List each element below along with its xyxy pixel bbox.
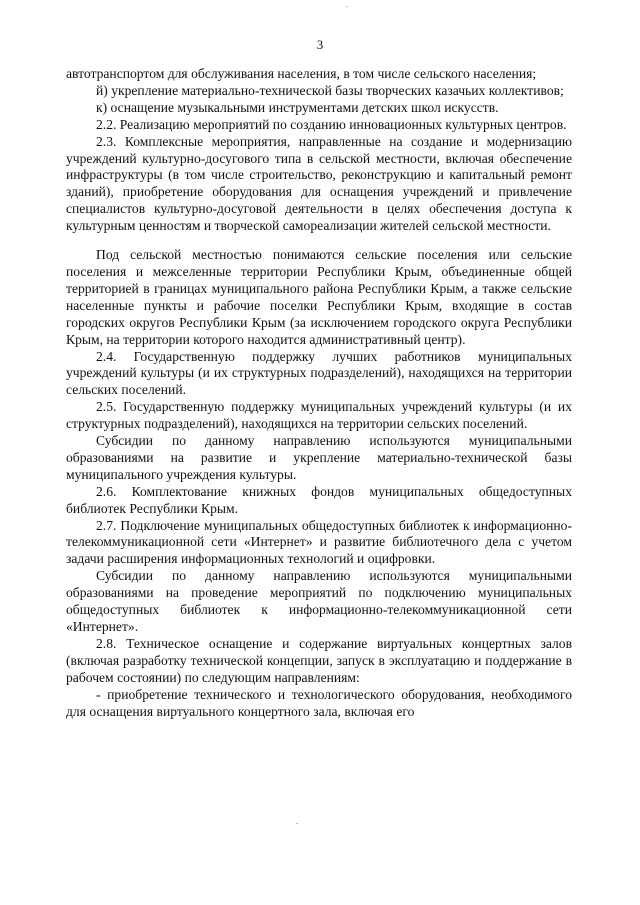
paragraph-2-5-subsidies: Субсидии по данному направлению используются муниципальными образованиями на развитие и укрепление материально-технической базы муниципального учреждения культуры. [66, 433, 572, 482]
page-number: 3 [316, 37, 324, 52]
paragraph-item-k: к) оснащение музыкальными инструментами детских школ искусств. [96, 99, 499, 115]
paragraph-rural-definition: Под сельской местностью понимаются сельские поселения или сельские поселения и межселенные территории Республики Крым, объединенные общей территорией в границах муниципального района Республики Крым, а также сельские населенные пункты и рабочие поселки Республики Крым, входящие в состав городских округов Республики Крым (за исключением городского округа Республики Крым, на территории которого находится административный центр). [66, 247, 572, 347]
paragraph-2-7: 2.7. Подключение муниципальных общедоступных библиотек к информационно-телекоммуникационной сети «Интернет» и развитие библиотечного дела с учетом задачи расширения информационных технологий и оцифровки. [66, 517, 572, 567]
scan-speck [296, 823, 298, 824]
paragraph-2-6: 2.6. Комплектование книжных фондов муниципальных общедоступных библиотек Республики Крым. [66, 483, 572, 516]
paragraph-2-4: 2.4. Государственную поддержку лучших работников муниципальных учреждений культуры (и их структурных подразделений), находящихся на территории сельских поселений. [66, 348, 572, 398]
paragraph-2-2: 2.2. Реализацию мероприятий по созданию инновационных культурных центров. [96, 116, 567, 132]
paragraph-2-3: 2.3. Комплексные мероприятия, направленные на создание и модернизацию учреждений культурно-досугового типа в сельской местности, включая обеспечение инфраструктуры (в том числе строительство, реконструкцию и капитальный ремонт зданий), приобретение оборудования для оснащения учреждений и привлечение специалистов культурно-досуговой деятельности в целях обеспечения доступа к культурным ценностям и творческой самореализации жителей сельской местности. [66, 133, 572, 234]
paragraph-2-8: 2.8. Техническое оснащение и содержание виртуальных концертных залов (включая разработку технической концепции, запуск в эксплуатацию и поддержание в рабочем состоянии) по следующим направлениям: [66, 635, 572, 685]
paragraph-item-y: й) укрепление материально-технической базы творческих казачьих коллективов; [96, 82, 564, 98]
scan-speck [346, 6, 348, 7]
paragraph-2-7-subsidies: Субсидии по данному направлению используются муниципальными образованиями на проведение мероприятий по подключению муниципальных общедоступных библиотек к информационно-телекоммуникационной сети «Интернет». [66, 568, 572, 634]
paragraph-2-5: 2.5. Государственную поддержку муниципальных учреждений культуры (и их структурных подразделений), находящихся на территории сельских поселений. [66, 399, 572, 432]
paragraph-2-8-item: - приобретение технического и технологического оборудования, необходимого для оснащения виртуального концертного зала, включая его [66, 686, 572, 719]
paragraph-continuation: автотранспортом для обслуживания населения, в том числе сельского населения; [66, 66, 537, 81]
document-body [66, 66, 572, 720]
